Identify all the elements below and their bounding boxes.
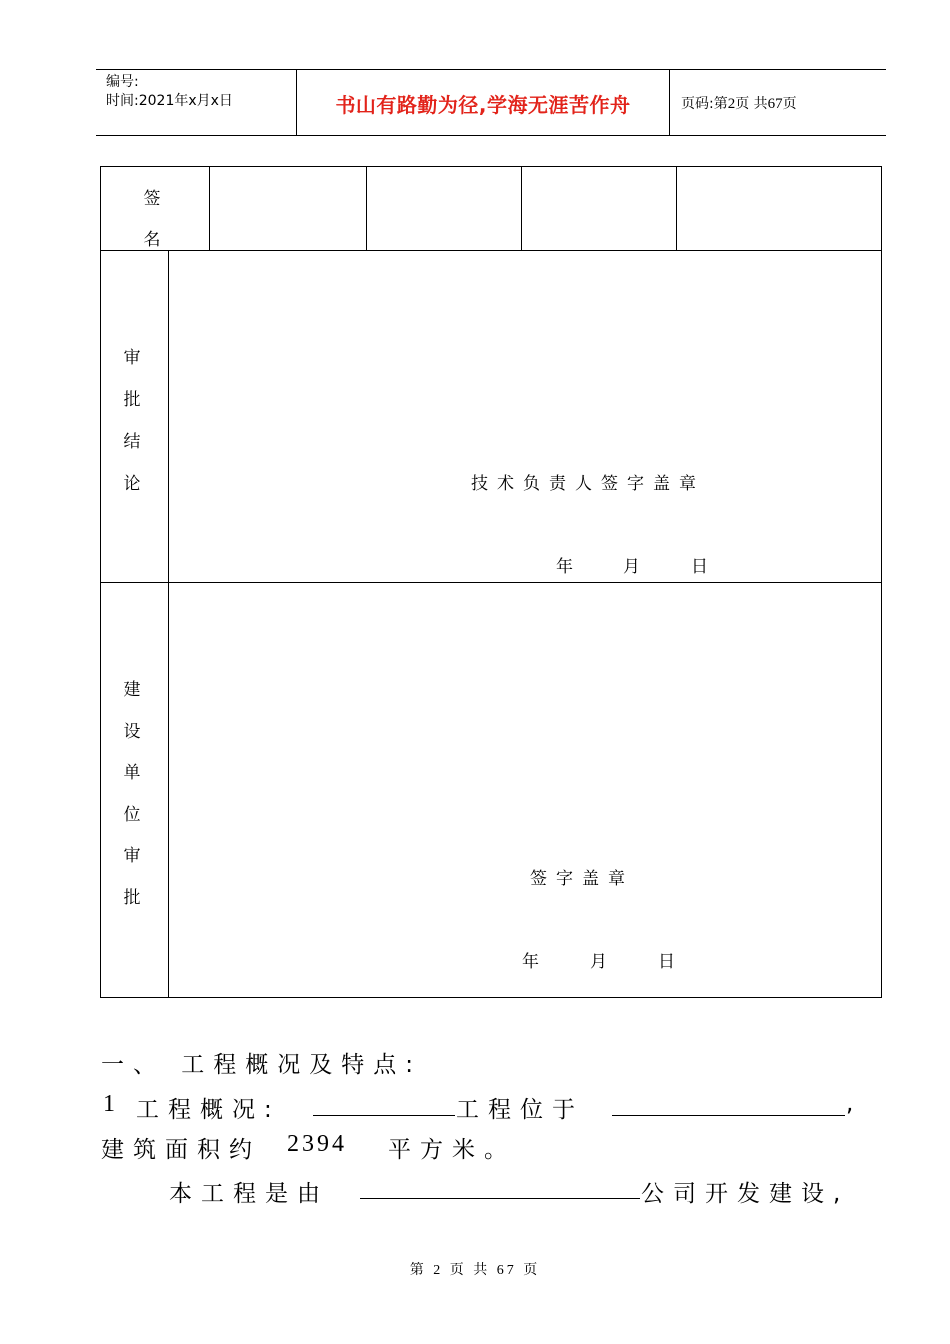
building-area-value: 2394 xyxy=(287,1131,347,1157)
build-char-5: 审 xyxy=(123,846,141,866)
page-mid: 页 共 xyxy=(735,96,768,112)
review-char-4: 论 xyxy=(123,474,141,494)
review-date-day: 日 xyxy=(691,557,708,577)
line1-label: 工程概况: xyxy=(136,1097,281,1123)
signature-cell-3[interactable] xyxy=(522,167,676,250)
line2-prefix: 建筑面积约 xyxy=(101,1137,261,1163)
doc-number-label: 编号: xyxy=(106,74,139,90)
review-char-2: 批 xyxy=(123,390,141,410)
developer-company-blank[interactable] xyxy=(360,1198,640,1199)
review-date-year: 年 xyxy=(556,557,573,577)
build-signer-label: 签字盖章 xyxy=(530,869,634,889)
page-footer: 第 2 页 共 67 页 xyxy=(409,1263,541,1278)
line1-end: , xyxy=(846,1091,863,1117)
build-char-1: 建 xyxy=(123,680,141,700)
review-date xyxy=(101,552,881,577)
row-separator-2 xyxy=(101,582,881,583)
build-char-6: 批 xyxy=(123,887,141,908)
row-separator-1 xyxy=(101,250,881,251)
doc-time-label: 时间:2021年x月x日 xyxy=(106,93,233,109)
header-top-rule xyxy=(96,69,886,70)
review-char-1: 审 xyxy=(123,348,141,368)
signature-cell-4[interactable] xyxy=(677,167,881,250)
review-date-month: 月 xyxy=(623,557,640,577)
review-char-3: 结 xyxy=(123,432,141,452)
signature-cell-1[interactable] xyxy=(210,167,366,250)
page-prefix: 页码:第 xyxy=(681,96,728,112)
line1-mid: 工程位于 xyxy=(456,1097,584,1123)
header-motto: 书山有路勤为径,学海无涯苦作舟 xyxy=(335,93,631,117)
signature-char-1: 签 xyxy=(143,189,161,209)
page-current: 2 xyxy=(727,96,736,112)
build-char-4: 位 xyxy=(123,804,141,825)
header-meta xyxy=(106,73,233,111)
build-date-month: 月 xyxy=(590,952,607,972)
review-signer-label: 技术负责人签字盖章 xyxy=(471,474,705,494)
build-date-day: 日 xyxy=(658,952,675,972)
build-date-year: 年 xyxy=(522,952,539,972)
line3-prefix: 本工程是由 xyxy=(169,1181,329,1207)
page-total: 67 xyxy=(767,96,783,112)
build-unit-approval-label xyxy=(117,670,147,919)
header-divider-2 xyxy=(669,69,670,136)
review-conclusion-label xyxy=(117,337,147,505)
project-location-blank[interactable] xyxy=(612,1115,845,1116)
build-char-2: 设 xyxy=(123,721,141,742)
build-char-3: 单 xyxy=(123,763,141,783)
header-page-info xyxy=(681,93,797,113)
line3-suffix: 公司开发建设, xyxy=(641,1181,850,1207)
signature-cell-2[interactable] xyxy=(367,167,521,250)
approval-table xyxy=(100,166,882,998)
signature-label xyxy=(137,179,167,261)
section-title: 一、 工程概况及特点: xyxy=(101,1052,423,1078)
build-date xyxy=(101,947,881,972)
line2-suffix: 平方米。 xyxy=(388,1137,516,1163)
page-suffix: 页 xyxy=(782,96,797,112)
project-name-blank[interactable] xyxy=(313,1115,455,1116)
header-bottom-rule xyxy=(96,135,886,136)
signature-char-2: 名 xyxy=(143,230,161,250)
label-col-line xyxy=(168,250,169,997)
line1-number: 1 xyxy=(103,1091,117,1117)
